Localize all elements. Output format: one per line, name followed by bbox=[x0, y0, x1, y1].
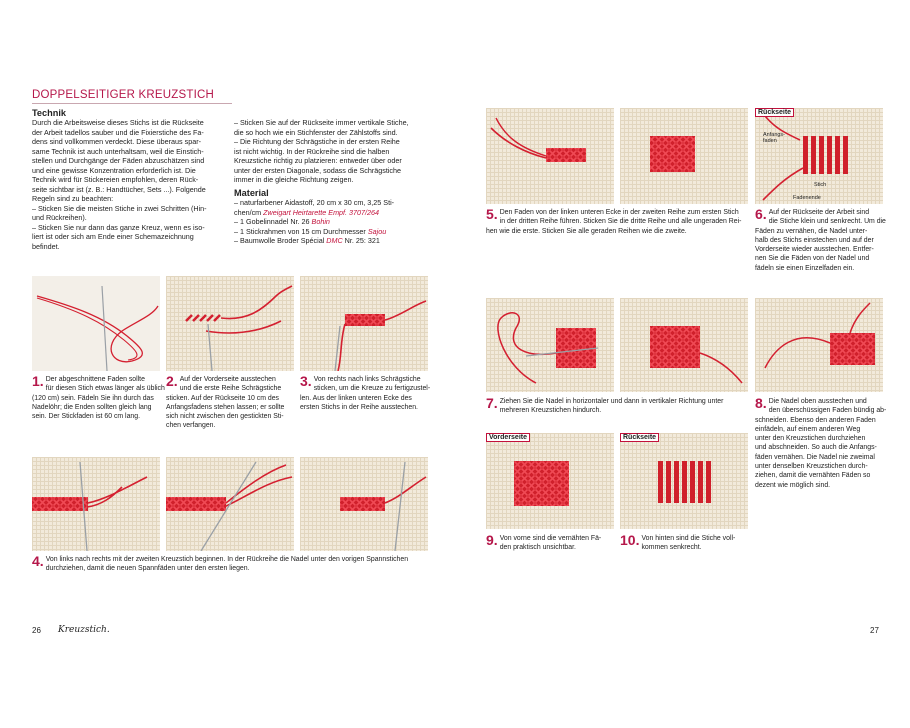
step-6-photo bbox=[755, 108, 883, 204]
step-7-photo-a bbox=[486, 298, 614, 392]
text-line: liert ist oder sich am Ende einer Schemazeichnung bbox=[32, 232, 194, 241]
text-line: Kreuzstiche richtig zu platzieren: entweder über oder bbox=[234, 156, 402, 165]
material-item: – naturfarbener Aidastoff, 20 cm x 30 cm, 3,25 Sti- bbox=[234, 198, 395, 207]
text-line: ist nicht wichtig. In der Rückreihe sind die halben bbox=[234, 146, 390, 156]
step-number: 1. bbox=[32, 373, 44, 389]
fabric-illustration bbox=[755, 298, 883, 392]
caption-line: Fäden zu vernähen, die Nadel unter- bbox=[755, 227, 868, 235]
caption-line: unter denselben Kreuzstichen durch- bbox=[755, 463, 868, 471]
caption-line: mehreren Kreuzstichen hindurch. bbox=[499, 407, 602, 415]
rueckseite-label: Rückseite bbox=[755, 108, 794, 117]
caption-line: Auf der Rückseite der Arbeit sind bbox=[768, 209, 870, 216]
caption-line: den praktisch unsichtbar. bbox=[499, 544, 576, 552]
step-4-caption bbox=[32, 555, 432, 574]
text-line: befindet. bbox=[32, 241, 60, 251]
caption-line: durchziehen, damit die neuen Spannfäden unter den ersten liegen. bbox=[45, 565, 250, 573]
caption-line: len. Aus der linken unteren Ecke des bbox=[300, 394, 412, 402]
step-8-caption bbox=[755, 397, 885, 490]
material-item: – 1 Gobelinnadel Nr. 26 Bohin bbox=[234, 217, 330, 226]
step-1-caption bbox=[32, 373, 165, 421]
caption-line: Anfangsfadens stehen lassen; er sollte bbox=[166, 403, 285, 411]
step-7-photo-b bbox=[620, 298, 748, 392]
step-number: 7. bbox=[486, 395, 498, 411]
caption-line: die Stiche klein und senkrecht. Um die bbox=[768, 218, 886, 226]
caption-line: Von links nach rechts mit der zweiten Kreuzstich beginnen. In der Rückreihe die Nadel unter den vorigen Spannstichen bbox=[45, 556, 409, 563]
step-5-photo-a bbox=[486, 108, 614, 204]
page-title: DOPPELSEITIGER KREUZSTICH bbox=[32, 89, 215, 101]
caption-line: sein. Der Stickfaden ist 60 cm lang. bbox=[32, 413, 141, 421]
text-line: – Sticken Sie die meisten Stiche in zwei Schritten (Hin- bbox=[32, 203, 207, 213]
text-line: – Sticken Sie auf der Rückseite immer vertikale Stiche, bbox=[234, 118, 409, 127]
thread-illustration bbox=[32, 276, 160, 371]
caption-line: hen wie die erste. Sticken Sie alle geraden Reihen wie die zweite. bbox=[486, 227, 687, 235]
text-line: Durch die Arbeitsweise dieses Stichs ist die Rückseite bbox=[32, 118, 204, 127]
caption-line: Ziehen Sie die Nadel in horizontaler und dann in vertikaler Richtung unter bbox=[499, 398, 724, 405]
step-10-caption bbox=[620, 534, 750, 553]
caption-line: für diesen Stich etwas länger als üblich bbox=[45, 385, 165, 393]
step-4-photo-a bbox=[32, 457, 160, 551]
technik-text-col2 bbox=[234, 118, 434, 185]
text-line: der Arbeit tadellos sauber und die Fixierstiche des Fa- bbox=[32, 127, 204, 137]
step-9-caption bbox=[486, 534, 616, 553]
text-line: und Rückreihen). bbox=[32, 213, 87, 222]
text-line: die so hoch wie ein Stichfenster der Zählstoffs sind. bbox=[234, 127, 398, 137]
step-4-photo-c bbox=[300, 457, 428, 551]
step-10-photo bbox=[620, 433, 748, 529]
caption-line: sich nicht zwischen den gestickten Sti- bbox=[166, 413, 284, 421]
step-3-photo bbox=[300, 276, 428, 371]
material-item: chen/cm Zweigart Heirtarette Empf. 3707/264 bbox=[234, 207, 380, 217]
step-5-photo-b bbox=[620, 108, 748, 204]
step-number: 10. bbox=[620, 532, 640, 548]
anfangsfaden-label: Anfangs- faden bbox=[763, 132, 786, 144]
fabric-illustration bbox=[486, 298, 614, 392]
caption-line: Der abgeschnittene Faden sollte bbox=[45, 376, 145, 383]
text-line: unter der ersten Diagonale, sodass die Schrägstiche bbox=[234, 165, 402, 175]
step-5-caption bbox=[486, 208, 748, 236]
rueckseite-label: Rückseite bbox=[620, 433, 659, 442]
step-2-caption bbox=[166, 375, 296, 431]
caption-line: sticken. Auf der Rückseite 10 cm des bbox=[166, 394, 279, 402]
fabric-illustration bbox=[300, 457, 428, 551]
fabric-illustration bbox=[32, 457, 160, 551]
caption-line: Den Faden von der linken unteren Ecke in der zweiten Reihe zum ersten Stich bbox=[499, 209, 739, 216]
text-line: Technik wird für Stickereien empfohlen, deren Rück- bbox=[32, 175, 199, 184]
step-6-caption bbox=[755, 208, 885, 273]
step-7-caption bbox=[486, 397, 748, 416]
step-number: 9. bbox=[486, 532, 498, 548]
step-2-photo bbox=[166, 276, 294, 371]
page-number-right: 27 bbox=[870, 626, 879, 635]
text-line: immer in die gleiche Richtung zeigen. bbox=[234, 175, 354, 184]
step-number: 4. bbox=[32, 553, 44, 569]
caption-line: dezent wie möglich sind. bbox=[755, 481, 831, 489]
caption-line: fäden vernähen. Die Nadel nie zweimal bbox=[755, 453, 875, 461]
fabric-illustration bbox=[166, 276, 294, 371]
step-3-caption bbox=[300, 375, 430, 412]
caption-line: Nadelöhr; die Enden sollten gleich lang bbox=[32, 403, 152, 411]
caption-line: Von rechts nach links Schrägstiche bbox=[313, 376, 421, 383]
text-line: Regeln sind zu beachten: bbox=[32, 194, 114, 203]
material-heading: Material bbox=[234, 188, 269, 198]
caption-line: und die erste Reihe Schrägstiche bbox=[179, 385, 282, 393]
fabric-illustration bbox=[755, 108, 883, 204]
caption-line: und abschneiden. So auch die Anfangs- bbox=[755, 444, 877, 452]
brand-name: Kreuzstich. bbox=[58, 625, 110, 635]
material-list bbox=[234, 198, 434, 246]
caption-line: ziehen, damit die vernähten Fäden so bbox=[755, 472, 871, 480]
step-1-photo bbox=[32, 276, 160, 371]
caption-line: fädeln sie einen Einzelfaden ein. bbox=[755, 264, 855, 272]
caption-line: Von hinten sind die Stiche voll- bbox=[641, 535, 736, 542]
material-item: – Baumwolle Broder Spécial DMC Nr. 25: 321 bbox=[234, 236, 380, 245]
text-line: – Sticken Sie nur dann das ganze Kreuz, wenn es iso- bbox=[32, 222, 205, 232]
material-item: – 1 Stickrahmen von 15 cm Durchmesser Sajou bbox=[234, 226, 387, 236]
caption-line: unter den Kreuzstichen durchziehen bbox=[755, 435, 866, 443]
caption-line: chen verfangen. bbox=[166, 422, 216, 430]
caption-line: den überschüssigen Faden bündig ab- bbox=[768, 407, 887, 415]
text-line: – Die Richtung der Schrägstiche in der ersten Reihe bbox=[234, 137, 400, 146]
technik-heading: Technik bbox=[32, 108, 67, 118]
text-line: dens sind vollkommen verdeckt. Diese überaus spar- bbox=[32, 137, 201, 146]
page-number-left: 26 bbox=[32, 626, 41, 635]
step-number: 5. bbox=[486, 206, 498, 222]
title-divider bbox=[32, 103, 232, 104]
fadenende-label: Fadenende bbox=[793, 195, 821, 201]
fabric-illustration bbox=[620, 108, 748, 204]
step-8-photo bbox=[755, 298, 883, 392]
fabric-illustration bbox=[486, 108, 614, 204]
caption-line: Die Nadel oben ausstechen und bbox=[768, 398, 867, 405]
fabric-illustration bbox=[166, 457, 294, 551]
caption-line: Von vorne sind die vernähten Fä- bbox=[499, 535, 602, 542]
fabric-illustration bbox=[620, 433, 748, 529]
caption-line: (120 cm) sein. Fädeln Sie ihn durch das bbox=[32, 394, 154, 402]
fabric-illustration bbox=[620, 298, 748, 392]
step-number: 2. bbox=[166, 373, 178, 389]
caption-line: in der dritten Reihe führen. Sticken Sie die dritte Reihe und alle ungeraden Rei- bbox=[499, 218, 742, 226]
text-line: seite sichtbar ist (z. B.: Handtücher, Sets ...). Folgende bbox=[32, 184, 206, 194]
step-number: 6. bbox=[755, 206, 767, 222]
step-number: 8. bbox=[755, 395, 767, 411]
vorderseite-label: Vorderseite bbox=[486, 433, 530, 442]
step-9-photo bbox=[486, 433, 614, 529]
text-line: same Technik ist auch unterhaltsam, weil die Einstich- bbox=[32, 146, 204, 156]
caption-line: kommen senkrecht. bbox=[641, 544, 702, 552]
caption-line: einfädeln, auf einem anderen Weg bbox=[755, 425, 861, 433]
fabric-illustration bbox=[300, 276, 428, 371]
step-number: 3. bbox=[300, 373, 312, 389]
fabric-illustration bbox=[486, 433, 614, 529]
caption-line: sticken, um die Kreuze zu fertigzustel- bbox=[313, 385, 431, 393]
caption-line: ersten Stichs in der Reihe ausstechen. bbox=[300, 403, 418, 411]
text-line: und eine gewisse Konzentration erforderlich ist. Die bbox=[32, 165, 196, 175]
caption-line: schneiden. Ebenso den anderen Faden bbox=[755, 416, 876, 424]
caption-line: Vorderseite wieder ausstechen. Entfer- bbox=[755, 246, 874, 254]
text-line: stellen und Durchgänge der Fäden abzuschätzen sind bbox=[32, 156, 205, 165]
stich-label: Stich bbox=[814, 182, 827, 188]
caption-line: halb des Stichs einstechen und auf der bbox=[755, 236, 874, 244]
technik-text-col1 bbox=[32, 118, 227, 251]
step-4-photo-b bbox=[166, 457, 294, 551]
caption-line: nen Sie die Fäden von der Nadel und bbox=[755, 255, 870, 263]
caption-line: Auf der Vorderseite ausstechen bbox=[179, 376, 276, 383]
